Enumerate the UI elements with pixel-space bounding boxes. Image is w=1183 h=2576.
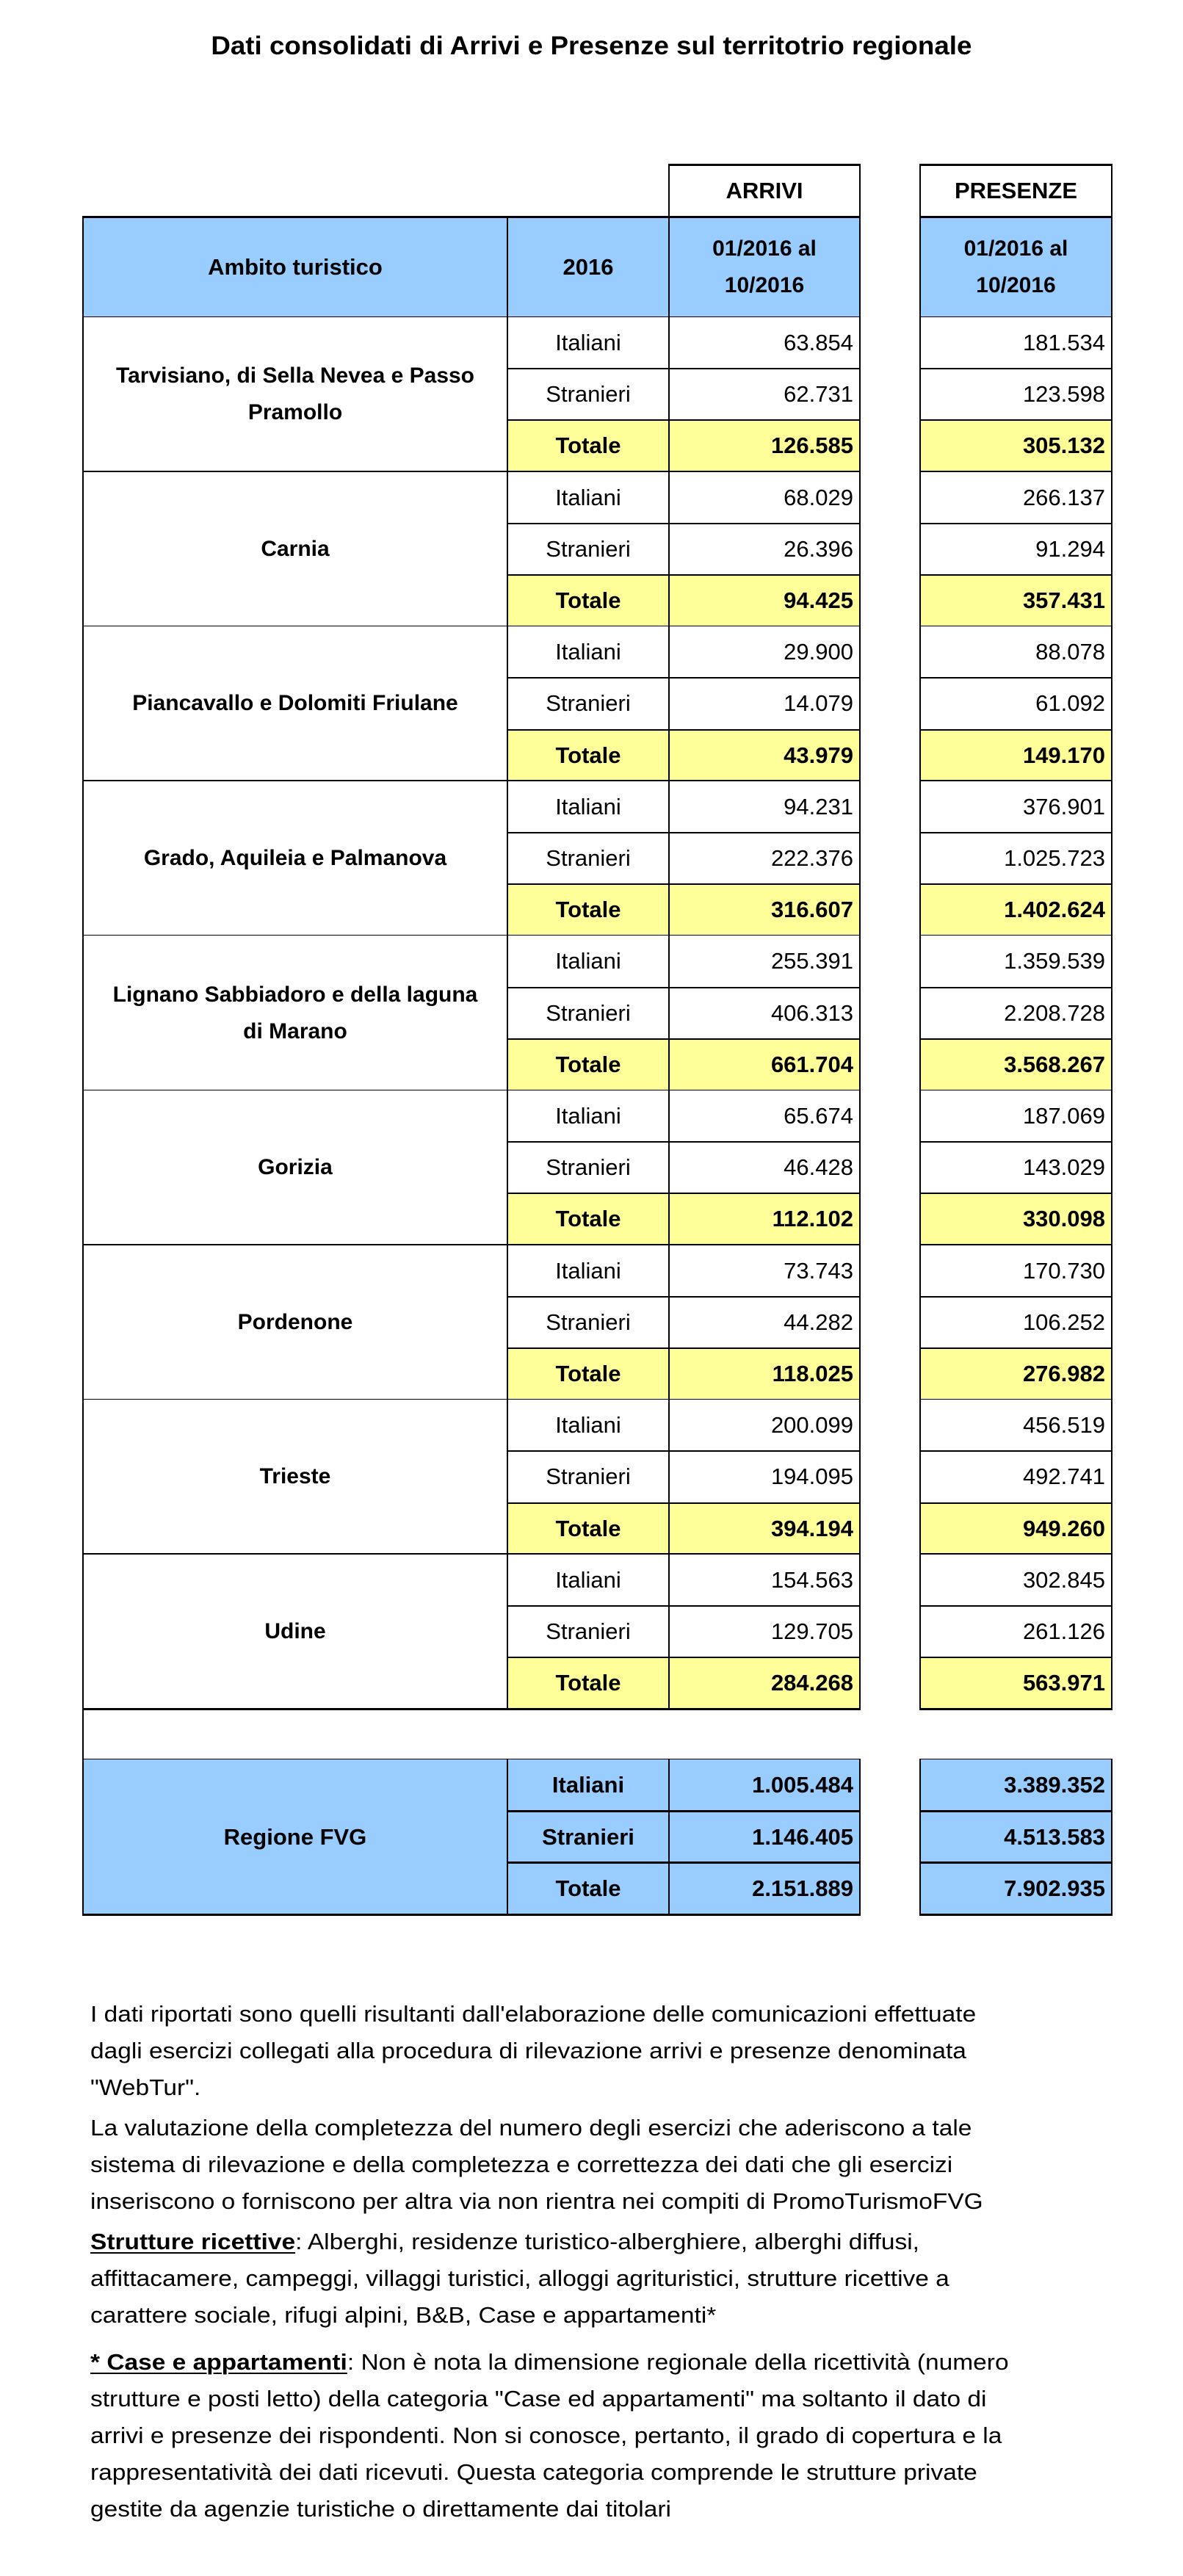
note-line: inseriscono o forniscono per altra via non rientra nei compiti di PromoTurismoFVG (90, 2188, 983, 2214)
column-border (1111, 1090, 1113, 1246)
row-border (82, 1708, 861, 1710)
page-title (0, 29, 1183, 63)
nationality-label: Italiani (507, 1090, 669, 1142)
column-border (1111, 935, 1113, 1091)
column-border (1111, 1245, 1113, 1401)
column-border (1111, 781, 1113, 937)
presenze-value: 456.519 (920, 1400, 1112, 1451)
presenze-value: 1.402.624 (920, 884, 1112, 936)
totale-label: Totale (507, 575, 669, 626)
totale-label: Totale (507, 1193, 669, 1245)
note-paragraph-webtur (90, 1996, 1133, 2106)
arrivi-value: 284.268 (669, 1657, 860, 1709)
arrivi-value: 73.743 (669, 1245, 860, 1297)
row-border (919, 1347, 1113, 1349)
row-border (507, 1038, 861, 1040)
nationality-label: Stranieri (507, 833, 669, 884)
presenze-value: 123.598 (920, 369, 1112, 420)
column-border (1111, 164, 1113, 217)
ambito-name (83, 1555, 507, 1710)
note-line: "WebTur". (90, 2074, 201, 2100)
presenze-value: 143.029 (920, 1142, 1112, 1193)
ambito-name-line: Pordenone (237, 1309, 353, 1334)
arrivi-value: 129.705 (669, 1606, 860, 1657)
column-border (859, 316, 861, 473)
arrivi-value: 126.585 (669, 420, 860, 471)
row-border (507, 419, 861, 421)
column-border (859, 935, 861, 1091)
ambito-name (83, 936, 507, 1090)
presenze-value: 181.534 (920, 317, 1112, 369)
column-border (919, 164, 921, 217)
ambito-name (83, 781, 507, 936)
column-border (1111, 471, 1113, 628)
column-border (82, 1399, 84, 1555)
note-line (90, 2224, 1183, 2260)
note-line: dagli esercizi collegati alla procedura di rilevazione arrivi e presenze denominata (90, 2038, 966, 2063)
column-border (507, 626, 508, 782)
ambito-name-line: Gorizia (258, 1155, 333, 1180)
ambito-name-line: Trieste (259, 1464, 331, 1489)
nationality-label: Stranieri (507, 1606, 669, 1657)
column-border (919, 471, 921, 628)
nationality-label: Italiani (507, 1245, 669, 1297)
ambito-name-line: Carnia (261, 536, 330, 561)
region-presenze-value: 4.513.583 (920, 1812, 1112, 1863)
footnotes (90, 1996, 1133, 2531)
column-border (1111, 216, 1113, 318)
column-border (507, 781, 508, 937)
ambito-name-line: Grado, Aquileia e Palmanova (143, 846, 447, 871)
totale-label: Totale (507, 1657, 669, 1709)
nationality-label: Stranieri (507, 678, 669, 729)
arrivi-value: 394.194 (669, 1503, 860, 1555)
arrivi-value: 14.079 (669, 678, 860, 729)
presenze-value: 357.431 (920, 575, 1112, 626)
arrivi-value: 29.900 (669, 626, 860, 678)
row-border (507, 1141, 861, 1143)
presenze-value: 3.568.267 (920, 1039, 1112, 1090)
totale-label: Totale (507, 420, 669, 471)
row-border (919, 987, 1113, 988)
header-text-line: 10/2016 (976, 272, 1056, 297)
note-line: sistema di rilevazione e della completezza e correttezza dei dati che gli esercizi (90, 2152, 953, 2177)
row-border (919, 574, 1113, 576)
ambito-name (83, 1245, 507, 1400)
totale-label: Totale (507, 730, 669, 781)
totale-label: Totale (507, 1503, 669, 1555)
presenze-value: 187.069 (920, 1090, 1112, 1142)
column-border (859, 1245, 861, 1401)
nationality-label: Stranieri (507, 524, 669, 575)
column-border (859, 471, 861, 628)
presenze-value: 1.025.723 (920, 833, 1112, 884)
arrivi-value: 94.231 (669, 781, 860, 833)
arrivi-value: 406.313 (669, 988, 860, 1039)
presenze-value: 376.901 (920, 781, 1112, 833)
column-border (82, 935, 84, 1091)
row-border (919, 832, 1113, 833)
row-border (919, 1605, 1113, 1607)
row-border (919, 883, 1113, 885)
row-border (507, 987, 861, 988)
column-border (507, 1554, 508, 1710)
presenze-value: 266.137 (920, 472, 1112, 524)
arrivi-value: 118.025 (669, 1348, 860, 1400)
row-border (919, 164, 1113, 166)
arrivi-period-header (669, 217, 860, 317)
column-border (919, 1759, 921, 1915)
region-arrivi-value: 1.005.484 (669, 1759, 860, 1811)
column-border (668, 1554, 670, 1710)
column-border (919, 626, 921, 782)
column-border (1111, 1759, 1113, 1915)
nationality-label: Stranieri (507, 1451, 669, 1502)
row-border (507, 1347, 861, 1349)
column-border (859, 216, 861, 318)
presenze-value: 305.132 (920, 420, 1112, 471)
column-border (668, 216, 670, 318)
nationality-label: Stranieri (507, 988, 669, 1039)
note-text: : Non è nota la dimensione regionale della ricettività (numero (347, 2349, 1009, 2375)
note-line: gestite da agenzie turistiche o direttamente dai titolari (90, 2496, 671, 2522)
arrivi-value: 68.029 (669, 472, 860, 524)
nationality-label: Stranieri (507, 369, 669, 420)
presenze-value: 276.982 (920, 1348, 1112, 1400)
ambito-name-line: Pramollo (247, 400, 343, 425)
column-border (919, 935, 921, 1091)
column-border (919, 1399, 921, 1555)
row-border (507, 1657, 861, 1658)
presenze-value: 563.971 (920, 1657, 1112, 1709)
arrivi-header: ARRIVI (669, 164, 860, 217)
row-border (919, 368, 1113, 369)
row-border (507, 1193, 861, 1194)
nationality-label: Italiani (507, 1555, 669, 1606)
column-border (919, 1554, 921, 1710)
presenze-value: 261.126 (920, 1606, 1112, 1657)
row-border (507, 1296, 861, 1298)
column-border (82, 316, 84, 473)
column-border (507, 1399, 508, 1555)
arrivi-value: 661.704 (669, 1039, 860, 1090)
column-border (668, 164, 670, 217)
presenze-value: 949.260 (920, 1503, 1112, 1555)
column-border (859, 164, 861, 217)
row-border (919, 1914, 1113, 1916)
row-border (919, 1193, 1113, 1194)
column-border (507, 1759, 508, 1915)
region-presenze-value: 3.389.352 (920, 1759, 1112, 1811)
row-border (507, 1502, 861, 1504)
row-border (919, 729, 1113, 731)
arrivi-value: 62.731 (669, 369, 860, 420)
row-border (507, 677, 861, 679)
header-text-line: 01/2016 al (712, 236, 817, 261)
row-border (919, 1038, 1113, 1040)
row-border (507, 729, 861, 731)
arrivi-value: 316.607 (669, 884, 860, 936)
nationality-label: Stranieri (507, 1142, 669, 1193)
nationality-label: Italiani (507, 781, 669, 833)
row-border (507, 883, 861, 885)
row-border (507, 368, 861, 369)
column-border (668, 1759, 670, 1915)
column-border (1111, 1399, 1113, 1555)
presenze-header: PRESENZE (920, 164, 1112, 217)
note-line: arrivi e presenze dei rispondenti. Non si conosce, pertanto, il grado di copertura e la (90, 2423, 1002, 2448)
row-border (919, 1450, 1113, 1452)
column-border (668, 781, 670, 937)
row-border (919, 677, 1113, 679)
ambito-name-line: Tarvisiano, di Sella Nevea e Passo (115, 363, 475, 388)
column-border (919, 316, 921, 473)
row-border (919, 419, 1113, 421)
region-row-label: Totale (507, 1863, 669, 1914)
arrivi-value: 94.425 (669, 575, 860, 626)
case-appartamenti-label: * Case e appartamenti (90, 2349, 347, 2375)
note-paragraph-completeness (90, 2110, 1133, 2220)
nationality-label: Stranieri (507, 1297, 669, 1348)
column-border (507, 471, 508, 628)
region-arrivi-value: 1.146.405 (669, 1812, 860, 1863)
ambito-name (83, 1400, 507, 1555)
column-border (507, 1090, 508, 1246)
presenze-value: 1.359.539 (920, 936, 1112, 987)
column-border (859, 1554, 861, 1710)
arrivi-value: 63.854 (669, 317, 860, 369)
row-border (919, 1141, 1113, 1143)
note-paragraph-case-appartamenti (90, 2344, 1133, 2528)
ambito-name (83, 317, 507, 472)
year-header: 2016 (507, 217, 669, 317)
region-name: Regione FVG (83, 1759, 507, 1914)
nationality-label: Italiani (507, 317, 669, 369)
strutture-ricettive-label: Strutture ricettive (90, 2229, 296, 2254)
column-border (82, 1759, 84, 1915)
header-text-line: 10/2016 (724, 272, 805, 297)
column-border (668, 1399, 670, 1555)
region-row-label: Italiani (507, 1759, 669, 1811)
note-line: La valutazione della completezza del numero degli esercizi che aderiscono a tale (90, 2115, 972, 2141)
ambito-name-line: Udine (264, 1619, 326, 1644)
row-border (82, 1914, 861, 1916)
column-border (1111, 316, 1113, 473)
presenze-period-header (920, 217, 1112, 317)
nationality-label: Italiani (507, 936, 669, 987)
note-line: rappresentatività dei dati ricevuti. Questa categoria comprende le strutture private (90, 2459, 977, 2485)
header-text-line: 01/2016 al (963, 236, 1068, 261)
arrivi-value: 154.563 (669, 1555, 860, 1606)
column-border (507, 1245, 508, 1401)
row-border (919, 1502, 1113, 1504)
note-line: carattere sociale, rifugi alpini, B&B, Case e appartamenti* (90, 2302, 717, 2328)
ambito-turistico-header: Ambito turistico (83, 217, 507, 317)
column-border (919, 1245, 921, 1401)
column-border (668, 316, 670, 473)
ambito-name-line: di Marano (243, 1019, 347, 1043)
row-border (919, 523, 1113, 524)
column-border (82, 216, 84, 318)
column-border (859, 626, 861, 782)
column-border (82, 471, 84, 628)
column-border (668, 1245, 670, 1401)
presenze-value: 91.294 (920, 524, 1112, 575)
region-presenze-value: 7.902.935 (920, 1863, 1112, 1914)
row-border (507, 832, 861, 833)
presenze-value: 149.170 (920, 730, 1112, 781)
note-line: affittacamere, campeggi, villaggi turistici, alloggi agrituristici, strutture ricettive a (90, 2265, 949, 2291)
ambito-name (83, 626, 507, 781)
column-border (859, 781, 861, 937)
presenze-value: 61.092 (920, 678, 1112, 729)
nationality-label: Italiani (507, 626, 669, 678)
ambito-name (83, 472, 507, 627)
column-border (668, 471, 670, 628)
column-border (859, 1759, 861, 1915)
column-border (919, 781, 921, 937)
column-border (859, 1090, 861, 1246)
row-border (919, 1708, 1113, 1710)
row-border (919, 216, 1113, 218)
column-border (668, 935, 670, 1091)
presenze-value: 492.741 (920, 1451, 1112, 1502)
column-border (668, 1090, 670, 1246)
column-border (859, 1399, 861, 1555)
note-text: : Alberghi, residenze turistico-alberghiere, alberghi diffusi, (295, 2229, 919, 2254)
column-border (82, 1245, 84, 1401)
column-border (919, 216, 921, 318)
column-border (82, 626, 84, 782)
presenze-value: 302.845 (920, 1555, 1112, 1606)
note-line (90, 2344, 1183, 2381)
ambito-name (83, 1090, 507, 1245)
column-border (82, 1554, 84, 1710)
arrivi-value: 46.428 (669, 1142, 860, 1193)
column-border (1111, 626, 1113, 782)
presenze-value: 2.208.728 (920, 988, 1112, 1039)
row-border (919, 1862, 1113, 1864)
row-border (668, 164, 861, 166)
totale-label: Totale (507, 1348, 669, 1400)
column-border (82, 781, 84, 937)
arrivi-value: 43.979 (669, 730, 860, 781)
arrivi-value: 200.099 (669, 1400, 860, 1451)
row-border (507, 1450, 861, 1452)
presenze-value: 106.252 (920, 1297, 1112, 1348)
region-arrivi-value: 2.151.889 (669, 1863, 860, 1914)
ambito-name-line: Lignano Sabbiadoro e della laguna (112, 982, 478, 1007)
column-border (507, 935, 508, 1091)
ambito-name-line: Piancavallo e Dolomiti Friulane (132, 691, 458, 716)
column-border (507, 216, 508, 318)
arrivi-value: 26.396 (669, 524, 860, 575)
row-border (919, 1657, 1113, 1658)
row-border (507, 1810, 861, 1812)
nationality-label: Italiani (507, 1400, 669, 1451)
arrivi-value: 194.095 (669, 1451, 860, 1502)
row-border (507, 574, 861, 576)
column-border (82, 1090, 84, 1246)
note-line: I dati riportati sono quelli risultanti dall'elaborazione delle comunicazioni effettuate (90, 2001, 977, 2027)
row-border (507, 523, 861, 524)
note-paragraph-strutture (90, 2224, 1133, 2334)
column-border (919, 1090, 921, 1246)
arrivi-value: 65.674 (669, 1090, 860, 1142)
arrivi-value: 112.102 (669, 1193, 860, 1245)
column-border (668, 626, 670, 782)
column-border (507, 316, 508, 473)
row-border (507, 1862, 861, 1864)
arrivi-value: 255.391 (669, 936, 860, 987)
note-line: strutture e posti letto) della categoria "Case ed appartamenti" ma soltanto il dato di (90, 2386, 987, 2412)
row-border (82, 216, 861, 218)
nationality-label: Italiani (507, 472, 669, 524)
column-border (1111, 1554, 1113, 1710)
presenze-value: 88.078 (920, 626, 1112, 678)
row-border (919, 1810, 1113, 1812)
totale-label: Totale (507, 884, 669, 936)
region-row-label: Stranieri (507, 1812, 669, 1863)
page-title-text: Dati consolidati di Arrivi e Presenze sul territotrio regionale (211, 32, 972, 60)
column-border (82, 1708, 84, 1760)
row-border (507, 1605, 861, 1607)
arrivi-value: 44.282 (669, 1297, 860, 1348)
arrivi-value: 222.376 (669, 833, 860, 884)
totale-label: Totale (507, 1039, 669, 1090)
presenze-value: 330.098 (920, 1193, 1112, 1245)
presenze-value: 170.730 (920, 1245, 1112, 1297)
row-border (919, 1296, 1113, 1298)
